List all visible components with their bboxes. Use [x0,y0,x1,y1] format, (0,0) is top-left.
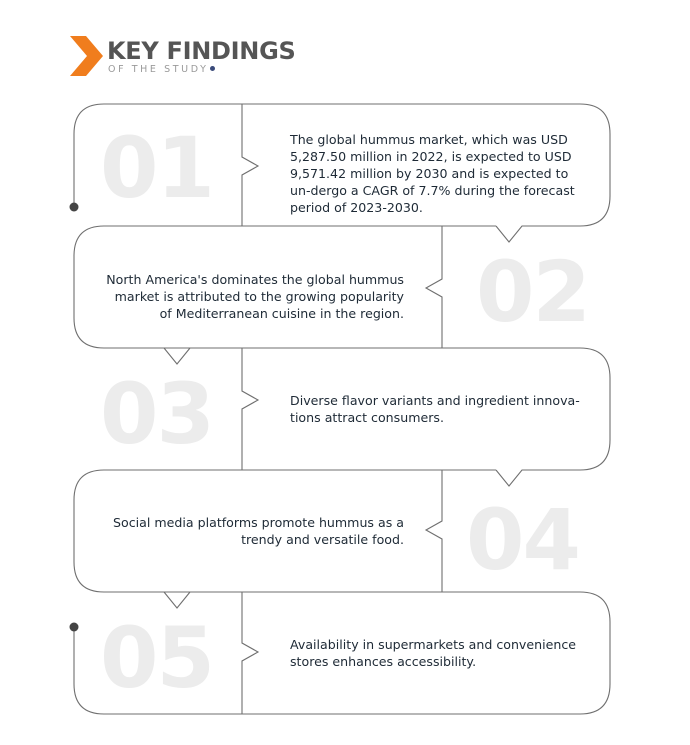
finding-text-02: North America's dominates the global hummus market is attributed to the growing popularity of Mediterranean cuisine in the region. [106,272,404,321]
finding-text-03: Diverse flavor variants and ingredient innova-tions attract consumers. [290,393,580,425]
finding-text-01: The global hummus market, which was USD 5,287.50 million in 2022, is expected to USD 9,571.42 million by 2030 and is expected to un-dergo a CAGR of 7.7% during the forecast period of 2023-2030. [290,132,575,215]
finding-text-04: Social media platforms promote hummus as a trendy and versatile food. [113,515,404,547]
finding-number-01: 01 [100,119,213,217]
page-title: KEY FINDINGS [107,37,296,65]
finding-text-05: Availability in supermarkets and convenience stores enhances accessibility. [290,637,577,669]
finding-number-05: 05 [100,609,213,707]
finding-number-02: 02 [476,243,589,341]
finding-number-04: 04 [466,491,579,589]
finding-number-03: 03 [100,365,213,463]
timeline-end-dot [70,623,79,632]
timeline-start-dot [70,203,79,212]
page-subtitle-text: OF THE STUDY [108,64,209,75]
